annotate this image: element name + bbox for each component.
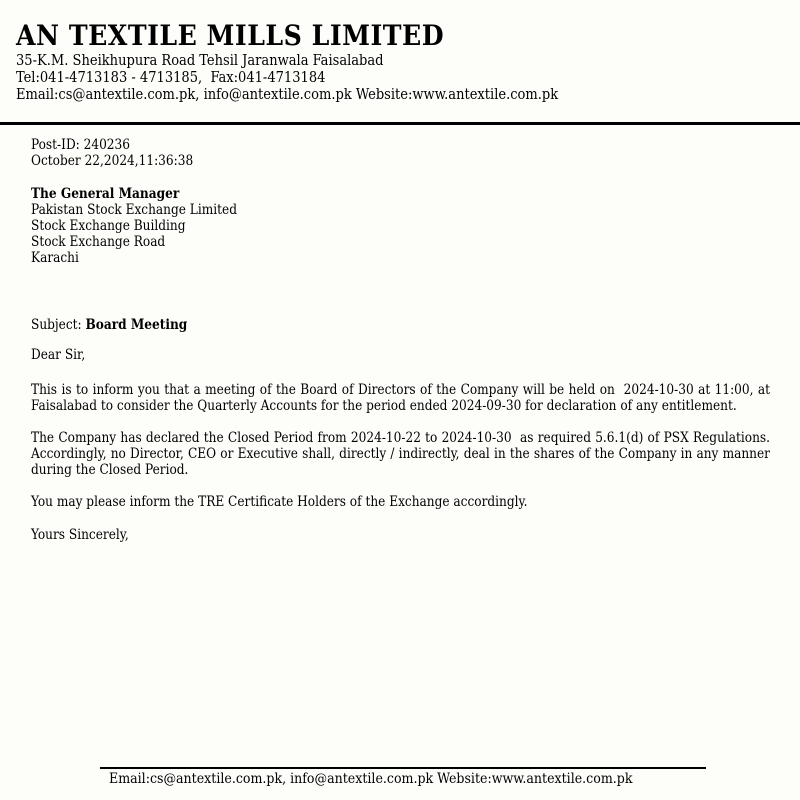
post-id: Post-ID: 240236 bbox=[31, 137, 130, 153]
meta-block bbox=[31, 137, 770, 169]
subject-value: Board Meeting bbox=[85, 317, 188, 333]
body-paragraph: This is to inform you that a meeting of the Board of Directors of the Company will be held on 2024-10-30 at 11:00, at Faisalabad to consider the Quarterly Accounts for the period ended 2024-09-30 for declaration of any entitlement. bbox=[31, 382, 774, 414]
recipient-address-line: Stock Exchange Road bbox=[31, 234, 166, 250]
subject-label: Subject: bbox=[31, 317, 86, 333]
recipient-block bbox=[31, 186, 770, 266]
recipient-address-line: Karachi bbox=[31, 250, 79, 266]
letterhead bbox=[0, 0, 800, 125]
recipient-address-line: Pakistan Stock Exchange Limited bbox=[31, 202, 237, 218]
closing: Yours Sincerely, bbox=[31, 527, 129, 543]
salutation: Dear Sir, bbox=[31, 347, 86, 363]
footer-contact: Email:cs@antextile.com.pk, info@antextile.com.pk Website:www.antextile.com.pk bbox=[109, 771, 633, 787]
letter-datetime: October 22,2024,11:36:38 bbox=[31, 153, 194, 169]
body-paragraph: The Company has declared the Closed Period from 2024-10-22 to 2024-10-30 as required 5.6.1(d) of PSX Regulations. Accordingly, no Director, CEO or Executive shall, directly / indirectly, deal in the shares of the Company in any manner during the Closed Period. bbox=[31, 430, 774, 478]
company-contact: Email:cs@antextile.com.pk, info@antextile.com.pk Website:www.antextile.com.pk bbox=[16, 87, 559, 103]
recipient-address-line: Stock Exchange Building bbox=[31, 218, 186, 234]
page-footer bbox=[100, 767, 706, 788]
letter-body bbox=[31, 137, 774, 543]
company-phone: Tel:041-4713183 - 4713185, Fax:041-4713184 bbox=[16, 70, 326, 86]
body-paragraph: You may please inform the TRE Certificate Holders of the Exchange accordingly. bbox=[31, 494, 528, 510]
recipient-title: The General Manager bbox=[31, 186, 180, 202]
company-name: AN TEXTILE MILLS LIMITED bbox=[16, 19, 445, 52]
company-address: 35-K.M. Sheikhupura Road Tehsil Jaranwala Faisalabad bbox=[16, 53, 384, 69]
subject-line bbox=[31, 317, 770, 333]
